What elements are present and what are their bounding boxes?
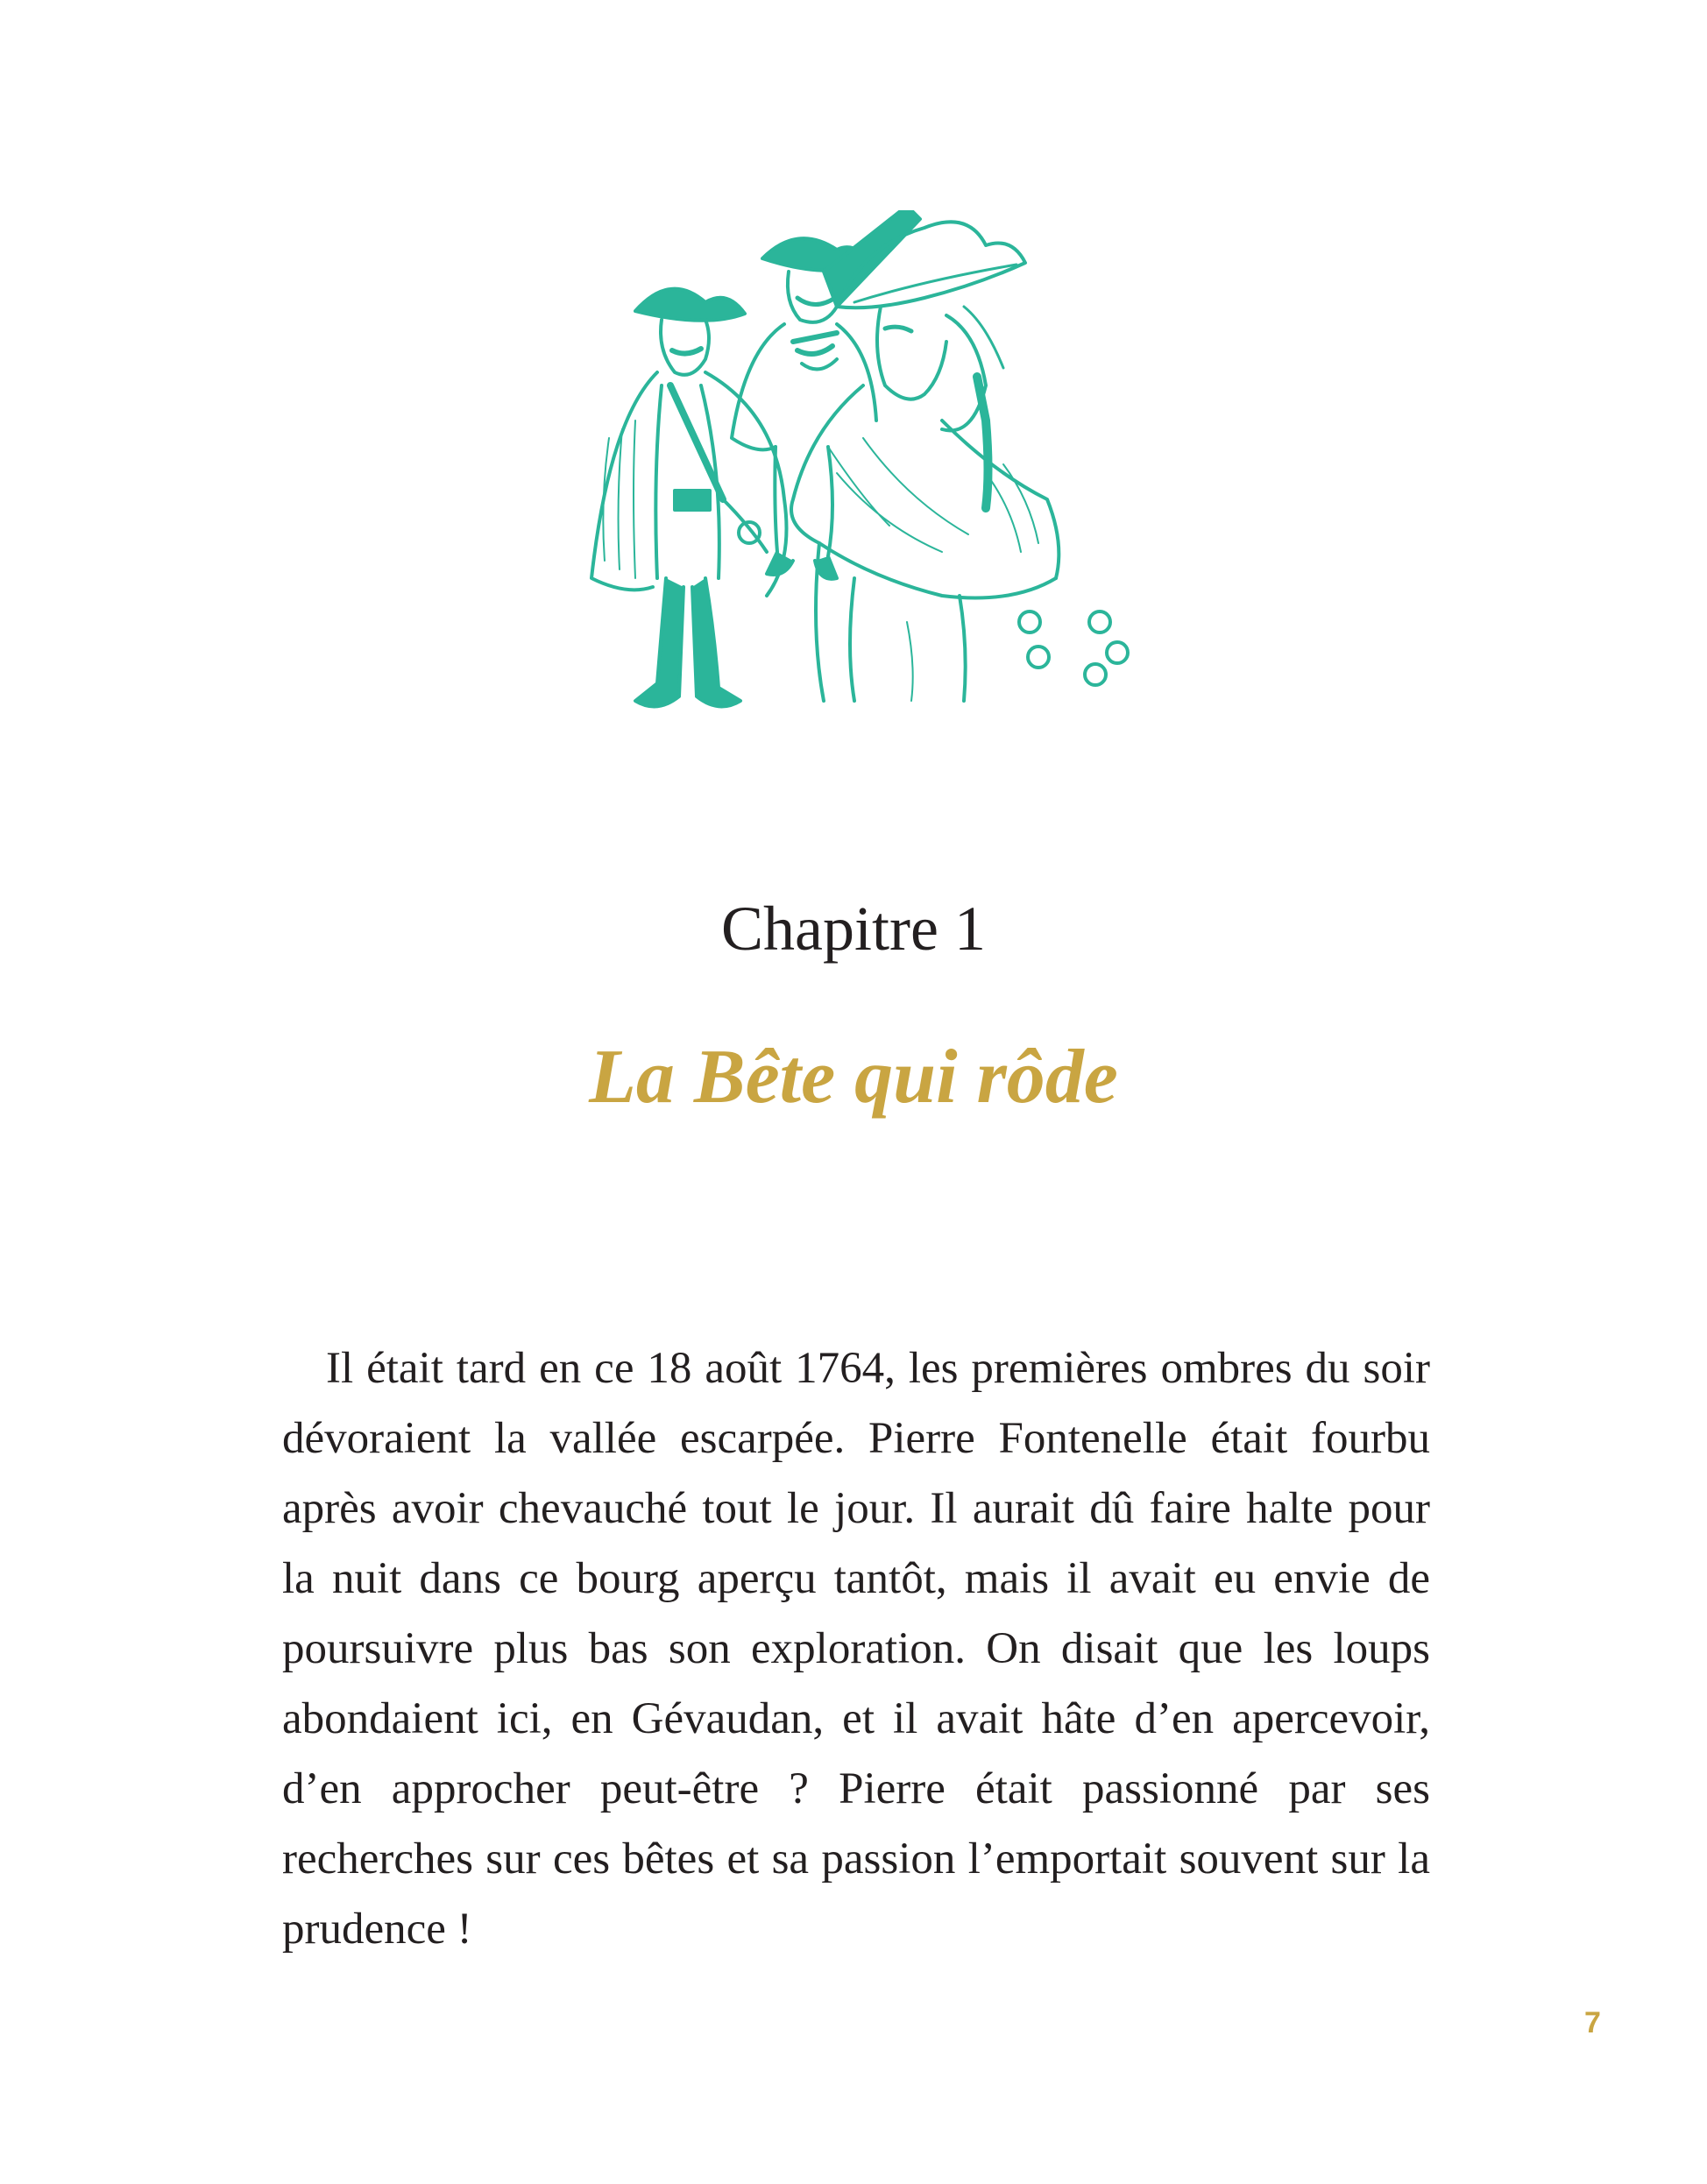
body-paragraph <box>282 1333 1430 1964</box>
paragraph-line: après avoir chevauché tout le jour. Il aurait dû faire halte pour <box>282 1484 1430 1533</box>
paragraph-line: prudence ! <box>282 1905 472 1954</box>
tricorn-hat-left-icon <box>635 289 745 321</box>
chapter-label: Chapitre 1 <box>721 894 986 964</box>
paragraph-line: dévoraient la vallée escarpée. Pierre Fontenelle était fourbu <box>282 1414 1430 1463</box>
paragraph-line: d’en approcher peut-être ? Pierre était passionné par ses <box>282 1764 1430 1813</box>
paragraph-line: recherches sur ces bêtes et sa passion l’emportait souvent sur la <box>282 1834 1430 1884</box>
tricorn-hat-right-icon <box>837 222 1025 307</box>
paragraph-line: Il était tard en ce 18 août 1764, les premières ombres du soir <box>326 1344 1430 1393</box>
chapter-title: La Bête qui rôde <box>589 1035 1118 1120</box>
paragraph-line: abondaient ici, en Gévaudan, et il avait hâte d’en apercevoir, <box>282 1694 1430 1743</box>
page-number: 7 <box>1584 2006 1601 2039</box>
paragraph-line: poursuivre plus bas son exploration. On disait que les loups <box>282 1624 1430 1673</box>
paragraph-line: la nuit dans ce bourg aperçu tantôt, mais il avait eu envie de <box>282 1554 1430 1603</box>
chapter-illustration <box>574 210 1179 815</box>
